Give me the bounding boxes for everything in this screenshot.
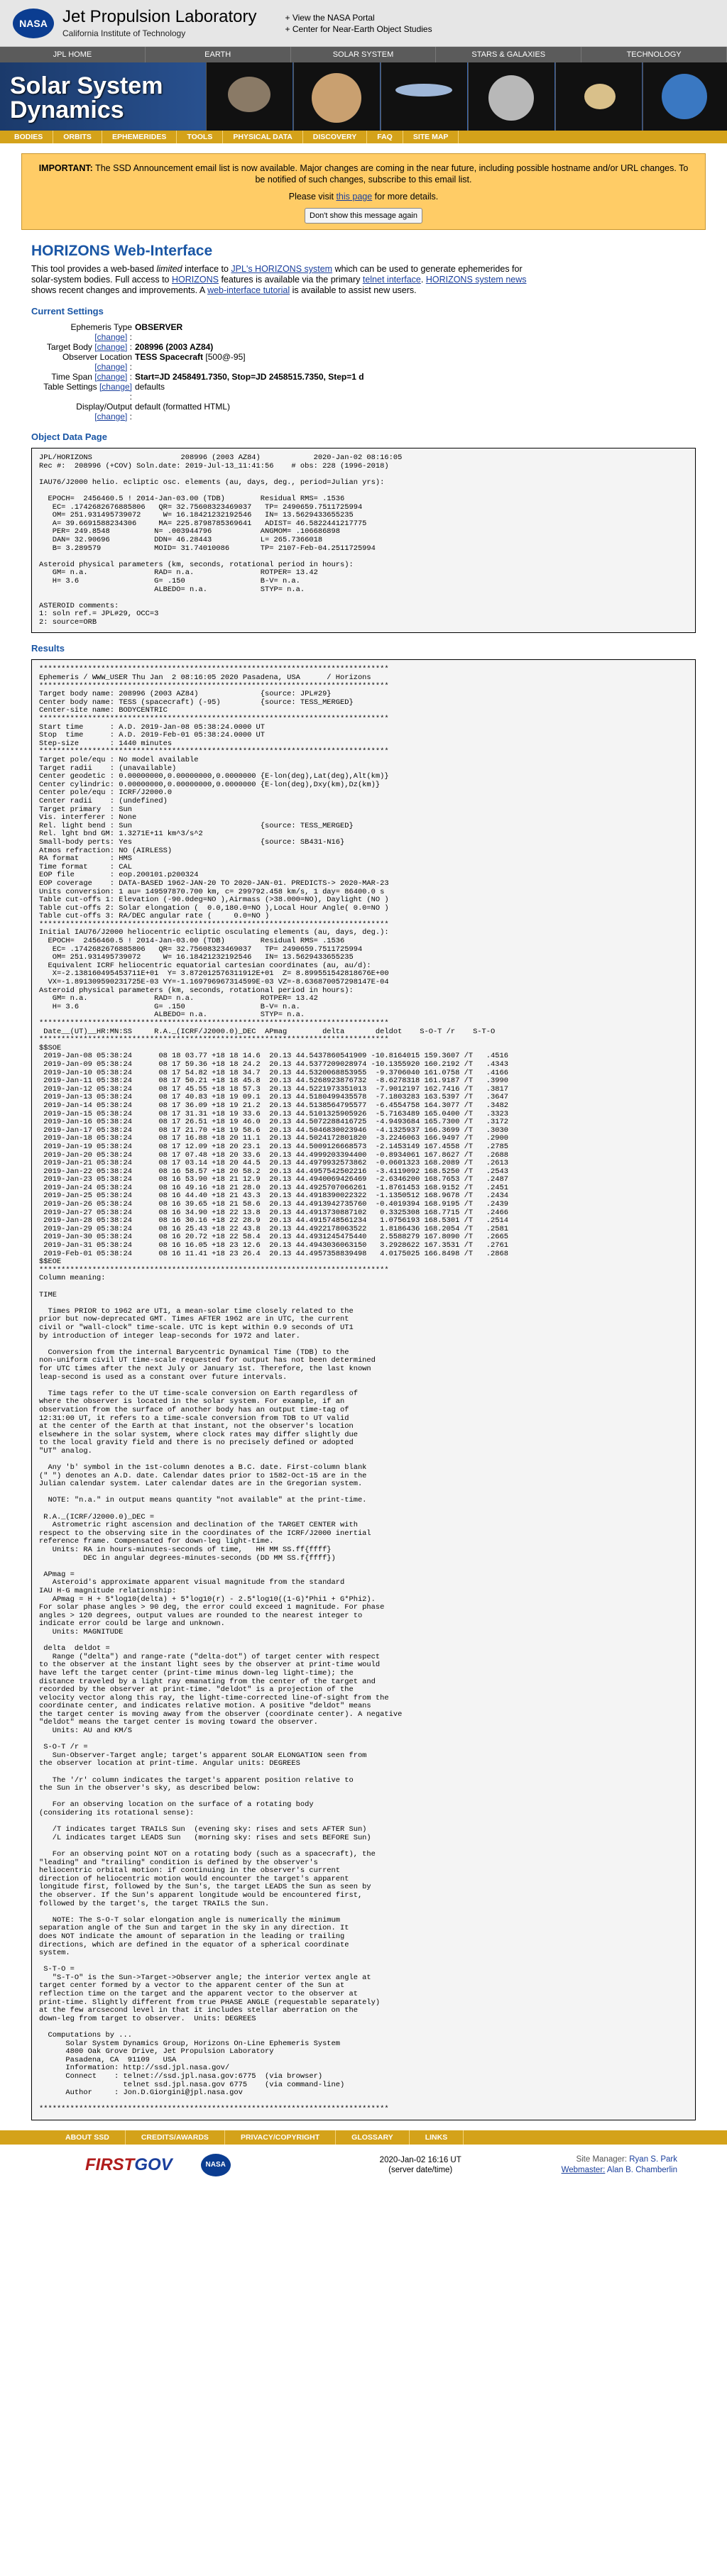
site-manager-name: Ryan S. Park — [629, 2154, 677, 2164]
settings-row-observer-location — [43, 352, 727, 372]
intro-limited: limited — [156, 264, 182, 274]
server-date-caption: (server date/time) — [388, 2165, 453, 2174]
settings-value — [135, 402, 230, 422]
important-notice — [21, 153, 706, 230]
webmaster-link[interactable]: Webmaster: — [561, 2165, 606, 2174]
settings-row-target-body — [43, 342, 727, 352]
change-table-settings-link[interactable]: [change] — [99, 382, 132, 392]
system-news-link[interactable]: HORIZONS system news — [425, 275, 527, 285]
time-span-label: Time Span — [51, 372, 92, 382]
telnet-interface-link[interactable]: telnet interface — [362, 275, 421, 285]
nav-stars-galaxies[interactable]: STARS & GALAXIES — [436, 47, 581, 62]
time-span-value: Start=JD 2458491.7350, Stop=JD 2458515.7350, Step=1 d — [135, 372, 364, 382]
notice-this-page-link[interactable]: this page — [336, 192, 373, 202]
nav-earth[interactable]: EARTH — [146, 47, 291, 62]
main-nav — [0, 47, 727, 62]
banner-image-moon — [468, 62, 554, 131]
nasa-logo[interactable]: NASA — [13, 9, 54, 38]
object-data-heading: Object Data Page — [31, 431, 107, 442]
server-date-value: 2020-Jan-02 16:16 UT — [379, 2155, 461, 2164]
banner-image-earth — [643, 62, 727, 131]
banner-title[interactable] — [10, 74, 163, 122]
intro-text-2: interface to — [182, 264, 231, 274]
intro-text-5: . — [420, 275, 426, 285]
subnav-faq[interactable]: FAQ — [367, 131, 403, 143]
change-time-span-link[interactable]: [change] — [94, 372, 128, 382]
notice-body: The SSD Announcement email list is now available. Major changes are coming in the near future, including possible hostname and/or URL changes. To be notified of such changes, subscribe to this email list. — [95, 163, 689, 185]
settings-label: Target Body [change] : — [46, 342, 132, 352]
settings-label: Observer Location [change] : — [62, 352, 132, 372]
display-output-label: Display/Output — [76, 402, 132, 412]
change-display-output-link[interactable]: [change] — [94, 412, 128, 422]
intro-text-1: This tool provides a web-based — [31, 264, 157, 274]
intro-text-6: shows recent changes and improvements. A — [31, 285, 208, 295]
display-output-extra: default (formatted HTML) — [135, 402, 231, 412]
settings-label: Ephemeris Type [change] : — [70, 322, 132, 342]
notice-prefix: IMPORTANT: — [38, 163, 93, 173]
firstgov-first: FIRST — [85, 2154, 135, 2174]
site-credits — [562, 2154, 677, 2176]
current-settings-heading: Current Settings — [31, 306, 104, 317]
intro-text-4: features is available via the primary — [218, 275, 363, 285]
change-ephemeris-type-link[interactable]: [change] — [94, 332, 128, 342]
table-settings-label: Table Settings — [43, 382, 97, 392]
banner-image-saturn — [555, 62, 642, 131]
subnav-orbits[interactable]: ORBITS — [53, 131, 102, 143]
ssd-banner — [0, 62, 727, 131]
observer-location-extra: [500@-95] — [203, 352, 246, 362]
ephemeris-type-value: OBSERVER — [135, 322, 183, 332]
object-data-text: JPL/HORIZONS 208996 (2003 AZ84) 2020-Jan-02 08:16:05 Rec #: 208996 (+COV) Soln.date: 2019-Jul-13_11:41:56 # obs: 228 (1996-2018) IAU76/J2000 helio. ecliptic osc. elements (au, days, deg., period=Julian yrs): EPOCH= 2456460.5 ! 2014-Jan-03.00 (TDB) Residual RMS= .1536 EC= .1742682676885806 QR= 32.75608323469037 TP= 2490659.7511725994 OM= 251.931495739072 W= 16.18421232192546 IN= 13.5629433655235 A= 39.6691588234306 MA= 225.8798785369641 ADIST= 46.5822441217775 PER= 249.8548 N= .003944796 ANGMOM= .106686898 DAN= 32.90696 DDN= 46.28443 L= 265.7366018 B= 3.289579 MOID= 31.74010086 TP= 2107-Feb-04.2511725994 Asteroid physical parameters (km, seconds, rotational period in hours): GM= n.a. RAD= n.a. ROTPER= 13.42 H= 3.6 G= .150 B-V= n.a. ALBEDO= n.a. STYP= n.a. ASTEROID comments: 1: soln ref.= JPL#29, OCC=3 2: source=ORB — [39, 453, 403, 627]
settings-value — [135, 352, 246, 372]
settings-label: Display/Output [change] : — [76, 402, 132, 422]
firstgov-gov: GOV — [134, 2154, 173, 2174]
jpl-title-block — [62, 6, 257, 38]
footer — [0, 2145, 727, 2186]
target-body-label: Target Body — [46, 342, 92, 352]
intro-paragraph — [31, 264, 528, 296]
notice-visit-pre: Please visit — [288, 192, 337, 202]
settings-row-ephemeris-type — [43, 322, 727, 342]
banner-image-planet — [293, 62, 380, 131]
settings-label: Time Span [change] : — [51, 372, 132, 382]
settings-value — [135, 372, 364, 382]
banner-title-line2: Dynamics — [10, 97, 124, 123]
footer-glossary[interactable]: GLOSSARY — [336, 2130, 410, 2145]
settings-row-time-span — [43, 372, 727, 382]
notice-visit — [35, 191, 692, 202]
settings-row-display-output — [43, 402, 727, 422]
footer-privacy-copyright[interactable]: PRIVACY/COPYRIGHT — [225, 2130, 336, 2145]
footer-credits-awards[interactable]: CREDITS/AWARDS — [126, 2130, 225, 2145]
dismiss-button[interactable]: Don't show this message again — [305, 208, 422, 224]
results-text: ******************************************************************************* Ephemeris / WWW_USER Thu Jan 2 08:16:05 2020 Pasadena, USA / Horizons ******************************************************************************* Target body name: 208996 (2003 AZ84) {source: JPL#29} Center body name: TESS (spacecraft) (-95) {source: TESS_MERGED} Center-site name: BODYCENTRIC ******************************************************************************* Start time : A.D. 2019-Jan-08 05:38:24.0000 UT Stop time : A.D. 2019-Feb-01 05:38:24.0000 UT Step-size : 1440 minutes ******************************************************************************* Target pole/equ : No model available Target radii : (unavailable) Center geodetic : 0.00000000,0.00000000,0.0000000 {E-lon(deg),Lat(deg),Alt(km)} Center cylindric: 0.00000000,0.00000000,0.0000000 {E-lon(deg),Dxy(km),Dz(km)} Center pole/equ : ICRF/J2000.0 Center radii : (undefined) Target primary : Sun Vis. interferer : None Rel. light bend : Sun {source: TESS_MERGED} Rel. lght bnd GM: 1.3271E+11 km^3/s^2 Small-body perts: Yes {source: SB431-N16} Atmos refraction: NO (AIRLESS) RA format : HMS Time format : CAL EOP file : eop.200101.p200324 EOP coverage : DATA-BASED 1962-JAN-20 TO 2020-JAN-01. PREDICTS-> 2020-MAR-23 Units conversion: 1 au= 149597870.700 km, c= 299792.458 km/s, 1 day= 86400.0 s Table cut-offs 1: Elevation (-90.0deg=NO ),Airmass (>38.000=NO), Daylight (NO ) Table cut-offs 2: Solar elongation ( 0.0,180.0=NO ),Local Hour Angle( 0.0=NO ) Table cut-offs 3: RA/DEC angular rate ( 0.0=NO ) ******************************************************************************* Initial IAU76/J2000 heliocentric ecliptic osculating elements (au, days, deg.): EPOCH= 2456460.5 ! 2014-Jan-03.00 (TDB) Residual RMS= .1536 EC= .1742682676885806 QR= 32.75608323469037 TP= 2490659.7511725994 OM= 251.931495739072 W= 16.18421232192546 IN= 13.5629433655235 Equivalent ICRF heliocentric equatorial cartesian coordinates (au, au/d): X=-2.138160495453711E+01 Y= 3.872012576311912E+01 Z= 8.899551542818676E+00 VX=-1.891309590231725E-03 VY=-1.169796967314599E-03 VZ=-8.636870057298147E-04 Asteroid physical parameters (km, seconds, rotational period in hours): GM= n.a. RAD= n.a. ROTPER= 13.42 H= 3.6 G= .150 B-V= n.a. ALBEDO= n.a. STYP= n.a. ******************************************************************************* Date__(UT)__HR:MN:SS R.A._(ICRF/J2000.0)_DEC APmag delta deldot S-O-T /r S-T-O ******************************************************************************* $$SOE 2019-Jan-08 05:38:24 08 18 03.77 +18 18 14.6 20.13 44.5437860541909 -10.8164015 159.3607 /T .4516 2019-Jan-09 05:38:24 08 17 59.36 +18 18 24.2 20.13 44.5377209028974 -10.1355920 160.2192 /T .4343 2019-Jan-10 05:38:24 08 17 54.82 +18 18 34.7 20.13 44.5320068853955 -9.3706040 161.0758 /T .4166 2019-Jan-11 05:38:24 08 17 50.21 +18 18 45.8 20.13 44.5268923876732 -8.6278318 161.9187 /T .3990 2019-Jan-12 05:38:24 08 17 45.55 +18 18 57.3 20.13 44.5221973351013 -7.9012197 162.7416 /T .3817 2019-Jan-13 05:38:24 08 17 40.83 +18 19 09.1 20.13 44.5180499435578 -7.1803283 163.5397 /T .3647 2019-Jan-14 05:38:24 08 17 36.09 +18 19 21.2 20.13 44.5138564795577 -6.4554758 164.3077 /T .3482 2019-Jan-15 05:38:24 08 17 31.31 +18 19 33.6 20.13 44.5101325905926 -5.7163489 165.0400 /T .3323 2019-Jan-16 05:38:24 08 17 26.51 +18 19 46.0 20.13 44.5072288416725 -4.9493684 165.7300 /T .3172 2019-Jan-17 05:38:24 08 17 21.70 +18 19 58.6 20.13 44.5046830023946 -4.1325937 166.3699 /T .3030 2019-Jan-18 05:38:24 08 17 16.88 +18 20 11.1 20.13 44.5024172801820 -3.2246063 166.9497 /T .2900 2019-Jan-19 05:38:24 08 17 12.09 +18 20 23.1 20.13 44.5009126668573 -2.1453149 167.4558 /T .2785 2019-Jan-20 05:38:24 08 17 07.48 +18 20 33.6 20.13 44.4999203394400 -0.8934061 167.8627 /T .2688 2019-Jan-21 05:38:24 08 17 03.14 +18 20 44.5 20.13 44.4979932573862 -0.0601323 168.2089 /T .2613 2019-Jan-22 05:38:24 08 16 58.57 +18 20 58.2 20.13 44.4957542502216 -3.4119092 168.5250 /T .2543 2019-Jan-23 05:38:24 08 16 53.90 +18 21 12.9 20.13 44.4940069426469 -2.6346200 168.7653 /T .2487 2019-Jan-24 05:38:24 08 16 49.16 +18 21 28.0 20.13 44.4925707066261 -1.8761453 168.9152 /T .2451 2019-Jan-25 05:38:24 08 16 44.40 +18 21 43.3 20.13 44.4918390022322 -1.1350512 168.9678 /T .2434 2019-Jan-26 05:38:24 08 16 39.65 +18 21 58.6 20.13 44.4913942735760 -0.4019394 168.9195 /T .2439 2019-Jan-27 05:38:24 08 16 34.90 +18 22 13.8 20.13 44.4913730887102 0.3325308 168.7715 /T .2466 2019-Jan-28 05:38:24 08 16 30.16 +18 22 28.9 20.13 44.4915748561234 1.0756193 168.5301 /T .2514 2019-Jan-29 05:38:24 08 16 25.43 +18 22 43.8 20.13 44.4922178063522 1.8186436 168.2054 /T .2581 2019-Jan-30 05:38:24 08 16 20.72 +18 22 58.4 20.13 44.4931245475440 2.5588279 167.8090 /T .2665 2019-Jan-31 05:38:24 08 16 16.05 +18 23 12.6 20.13 44.4943036063150 3.2928622 167.3531 /T .2761 2019-Feb-01 05:38:24 08 16 11.41 +18 23 26.4 20.13 44.4957358839498 4.0175025 166.8498 /T .2868 $$EOE ******************************************************************************* Column meaning: TIME Times PRIOR to 1962 are UT1, a mean-solar time closely related to the prior but now-deprecated GMT. Times AFTER 1962 are in UTC, the current civil or "wall-clock" time-scale. UTC is kept within 0.9 seconds of UT1 by introduction of integer leap-seconds for 1972 and later. Conversion from the internal Barycentric Dynamical Time (TDB) to the non-uniform civil UT time-scale requested for output has not been determined for UTC times after the next July or January 1st. Therefore, the last known leap-second is used as a constant over future intervals. Time tags refer to the UT time-scale conversion on Earth regardless of where the observer is located in the solar system. For example, if an observation from the surface of another body has an output time-tag of 12:31:00 UT, it refers to a time-scale conversion from TDB to UT valid at the center of the Earth at that instant, not the observer's location elsewhere in the solar system, where clock rates may differ slightly due to the local gravity field and there is no precisely defined or adopted "UT" analog. Any 'b' symbol in the 1st-column denotes a B.C. date. First-column blank (" ") denotes an A.D. date. Calendar dates prior to 1582-Oct-15 are in the Julian calendar system. Later calendar dates are in the Gregorian system. NOTE: "n.a." in output means quantity "not available" at the print-time. R.A._(ICRF/J2000.0)_DEC = Astrometric right ascension and declination of the TARGET CENTER with respect to the observing site in the coordinates of the ICRF/J2000 inertial reference frame. Compensated for down-leg light-time. Units: RA in hours-minutes-seconds of time, HH MM SS.ff{ffff} DEC in angular degrees-minutes-seconds (DD MM SS.f{ffff}) APmag = Asteroid's approximate apparent visual magnitude from the standard IAU H-G magnitude relationship: APmag = H + 5*log10(delta) + 5*log10(r) - 2.5*log10((1-G)*Phi1 + G*Phi2). For solar phase angles > 90 deg, the error could exceed 1 magnitude. For phase angles > 120 degrees, output values are rounded to the nearest integer to indicate error could be large and unknown. Units: MAGNITUDE delta deldot = Range ("delta") and range-rate ("delta-dot") of target center with respect to the observer at the instant light sees by the observer at print-time would have left the target center (print-time minus down-leg light-time); the distance traveled by a light ray emanating from the center of the target and recorded by the observer at print-time. "deldot" is a projection of the velocity vector along this ray, the light-time-corrected line-of-sight from the coordinate center, and indicates relative motion. A positive "deldot" means the target center is moving away from the observer (coordinate center). A negative "deldot" means the target center is moving toward the observer. Units: AU and KM/S S-O-T /r = Sun-Observer-Target angle; target's apparent SOLAR ELONGATION seen from the observer location at print-time. Angular units: DEGREES The '/r' column indicates the target's apparent position relative to the Sun in the observer's sky, as described below: For an observing location on the surface of a rotating body (considering its rotational sense): /T indicates target TRAILS Sun (evening sky: rises and sets AFTER Sun) /L indicates target LEADS Sun (morning sky: rises and sets BEFORE Sun) For an observing point NOT on a rotating body (such as a spacecraft), the "leading" and "trailing" condition is defined by the observer's heliocentric orbital motion: if continuing in the observer's current direction of heliocentric motion would encounter the target's apparent longitude first, followed by the Sun's, the target LEADS the Sun as seen by the observer. If the Sun's apparent longitude would be encountered first, followed by the target's, the target TRAILS the Sun. NOTE: The S-O-T solar elongation angle is numerically the minimum separation angle of the Sun and target in the sky in any direction. It does NOT indicate the amount of separation in the leading or trailing directions, which are defined in the equator of a spherical coordinate system. S-T-O = "S-T-O" is the Sun->Target->Observer angle; the interior vertex angle at target center formed by a vector to the apparent center of the Sun at reflection time on the target and the apparent vector to the observer at print-time. Slightly different from true PHASE ANGLE (requestable separately) at the few arcsecond level in that it includes stellar aberration on the down-leg from target to observer. Units: DEGREES Computations by ... Solar System Dynamics Group, Horizons On-Line Ephemeris System 4800 Oak Grove Drive, Jet Propulsion Laboratory Pasadena, CA 91109 USA Information: http://ssd.jpl.nasa.gov/ Connect : telnet://ssd.jpl.nasa.gov:6775 (via browser) telnet ssd.jpl.nasa.gov 6775 (via command-line) Author : Jon.D.Giorgini@jpl.nasa.gov ******************************************************************************* — [39, 665, 508, 2114]
object-data-box — [31, 448, 696, 633]
ephemeris-type-label: Ephemeris Type — [70, 322, 132, 332]
settings-label: Table Settings [change] : — [43, 382, 132, 402]
banner-image-asteroid — [206, 62, 293, 131]
notice-visit-post: for more details. — [372, 192, 439, 202]
current-settings-table — [43, 322, 727, 422]
page-title: HORIZONS Web-Interface — [31, 243, 213, 259]
nav-jpl-home[interactable]: JPL HOME — [0, 47, 146, 62]
footer-links[interactable]: LINKS — [410, 2130, 464, 2145]
subnav-ephemerides[interactable]: EPHEMERIDES — [102, 131, 177, 143]
banner-title-line1: Solar System — [10, 72, 163, 99]
caltech-subtitle[interactable]: California Institute of Technology — [62, 28, 186, 38]
webmaster-name: Alan B. Chamberlin — [606, 2165, 677, 2174]
subnav-discovery[interactable]: DISCOVERY — [303, 131, 367, 143]
nasa-portal-link[interactable]: + View the NASA Portal — [285, 12, 375, 23]
subnav-tools[interactable]: TOOLS — [177, 131, 223, 143]
tutorial-link[interactable]: web-interface tutorial — [207, 285, 290, 295]
notice-text — [35, 163, 692, 185]
target-body-value: 208996 (2003 AZ84) — [135, 342, 214, 352]
sub-nav — [0, 131, 727, 143]
firstgov-logo[interactable] — [85, 2155, 173, 2175]
server-date — [380, 2155, 461, 2175]
nasa-footer-logo[interactable]: NASA — [201, 2154, 231, 2176]
settings-value — [135, 322, 182, 342]
top-links — [285, 12, 432, 35]
change-target-body-link[interactable]: [change] — [94, 342, 128, 352]
banner-image-comet — [381, 62, 467, 131]
horizons-system-link[interactable]: JPL's HORIZONS system — [231, 264, 333, 274]
results-box — [31, 659, 696, 2120]
subnav-bodies[interactable]: BODIES — [4, 131, 53, 143]
change-observer-location-link[interactable]: [change] — [94, 362, 128, 372]
nav-solar-system[interactable]: SOLAR SYSTEM — [291, 47, 437, 62]
footer-about-ssd[interactable]: ABOUT SSD — [50, 2130, 126, 2145]
settings-value — [135, 382, 165, 402]
nav-technology[interactable]: TECHNOLOGY — [581, 47, 727, 62]
table-settings-extra: defaults — [135, 382, 165, 392]
intro-text-7: is available to assist new users. — [290, 285, 417, 295]
observer-location-label: Observer Location — [62, 352, 132, 362]
subnav-site-map[interactable]: SITE MAP — [403, 131, 459, 143]
footer-nav — [0, 2130, 727, 2145]
site-manager-label: Site Manager: — [576, 2154, 628, 2164]
settings-row-table-settings — [43, 382, 727, 402]
jpl-title[interactable]: Jet Propulsion Laboratory — [62, 6, 257, 26]
horizons-link[interactable]: HORIZONS — [172, 275, 219, 285]
observer-location-value: TESS Spacecraft — [135, 352, 204, 362]
neo-studies-link[interactable]: + Center for Near-Earth Object Studies — [285, 23, 432, 34]
subnav-physical-data[interactable]: PHYSICAL DATA — [223, 131, 302, 143]
settings-value — [135, 342, 213, 352]
results-heading: Results — [31, 643, 65, 654]
intro-text-3: which can be used to generate ephemerides for solar-system bodies. Full access to — [31, 264, 523, 285]
top-header — [0, 0, 727, 47]
